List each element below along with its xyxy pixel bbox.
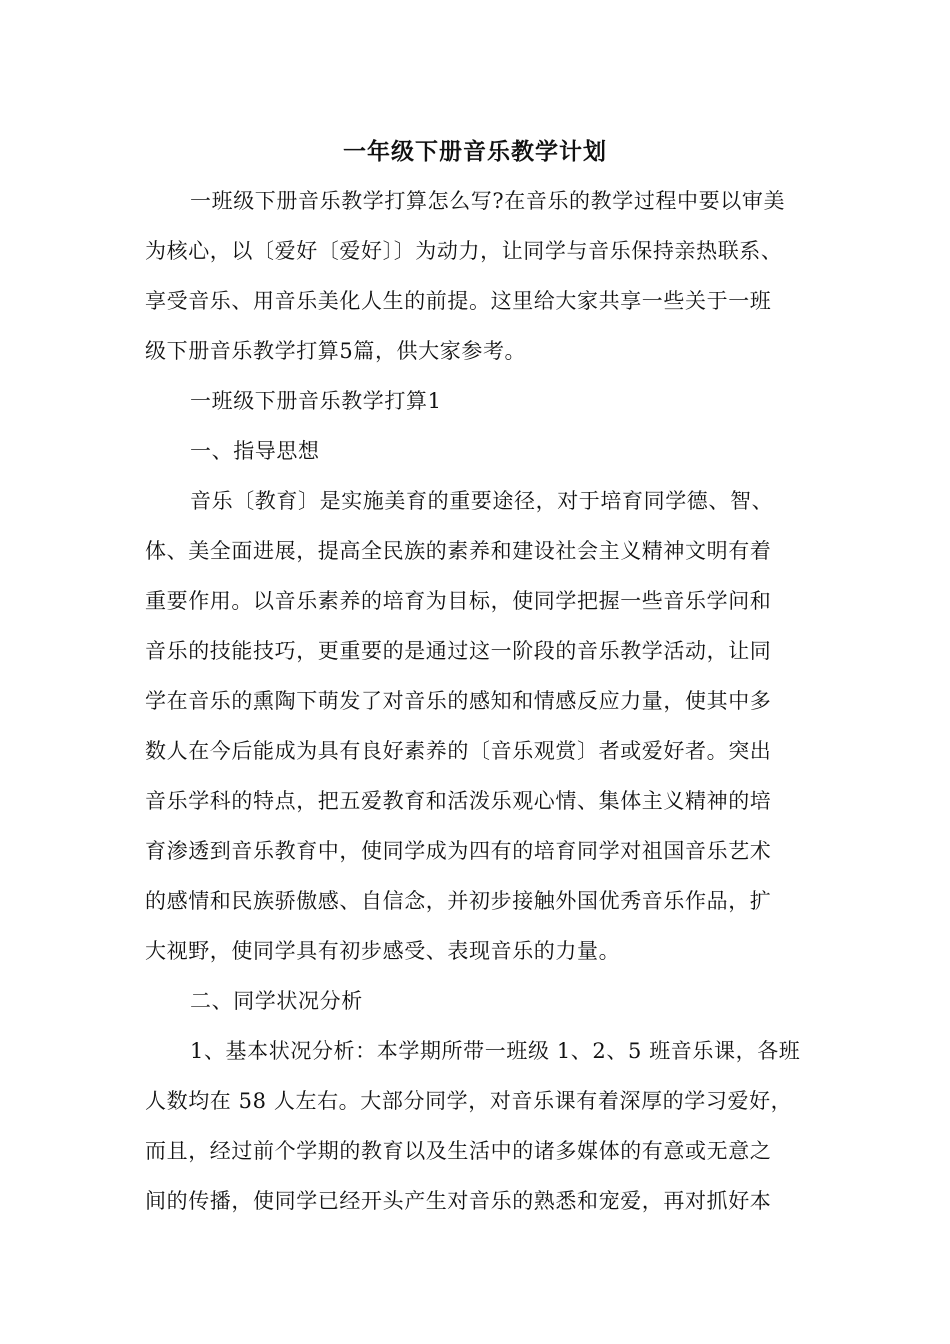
paragraph-line: 享受音乐、用音乐美化人生的前提。这里给大家共享一些关于一班 <box>145 289 772 313</box>
section-heading: 一班级下册音乐教学打算1 <box>190 389 442 413</box>
paragraph-line: 育渗透到音乐教育中，使同学成为四有的培育同学对祖国音乐艺术 <box>145 839 772 863</box>
paragraph-line: 数人在今后能成为具有良好素养的〔音乐观赏〕者或爱好者。突出 <box>145 739 772 763</box>
paragraph-line: 重要作用。以音乐素养的培育为目标，使同学把握一些音乐学问和 <box>145 589 772 613</box>
paragraph-line: 为核心，以〔爱好〔爱好〕〕为动力，让同学与音乐保持亲热联系、 <box>145 239 783 263</box>
paragraph-line: 间的传播，使同学已经开头产生对音乐的熟悉和宠爱，再对抓好本 <box>145 1189 772 1213</box>
paragraph-line: 学在音乐的熏陶下萌发了对音乐的感知和情感反应力量，使其中多 <box>145 689 772 713</box>
section-heading: 二、同学状况分析 <box>190 989 363 1013</box>
paragraph-line: 大视野，使同学具有初步感受、表现音乐的力量。 <box>145 939 621 963</box>
paragraph-line: 而且，经过前个学期的教育以及生活中的诸多媒体的有意或无意之 <box>145 1139 772 1163</box>
paragraph-line: 一班级下册音乐教学打算怎么写?在音乐的教学过程中要以审美 <box>190 189 786 213</box>
paragraph-line: 体、美全面进展，提高全民族的素养和建设社会主义精神文明有着 <box>145 539 772 563</box>
document-title: 一年级下册音乐教学计划 <box>343 138 607 165</box>
paragraph-line: 人数均在 58 人左右。大部分同学，对音乐课有着深厚的学习爱好， <box>145 1089 793 1113</box>
paragraph-line: 音乐的技能技巧，更重要的是通过这一阶段的音乐教学活动，让同 <box>145 639 772 663</box>
paragraph-line: 的感情和民族骄傲感、自信念，并初步接触外国优秀音乐作品，扩 <box>145 889 772 913</box>
section-heading: 一、指导思想 <box>190 439 320 463</box>
paragraph-line: 音乐〔教育〕是实施美育的重要途径，对于培育同学德、智、 <box>190 489 774 513</box>
paragraph-line: 级下册音乐教学打算5篇，供大家参考。 <box>145 339 527 363</box>
paragraph-line: 1、基本状况分析：本学期所带一班级 1、2、5 班音乐课，各班 <box>190 1039 801 1063</box>
paragraph-line: 音乐学科的特点，把五爱教育和活泼乐观心情、集体主义精神的培 <box>145 789 772 813</box>
